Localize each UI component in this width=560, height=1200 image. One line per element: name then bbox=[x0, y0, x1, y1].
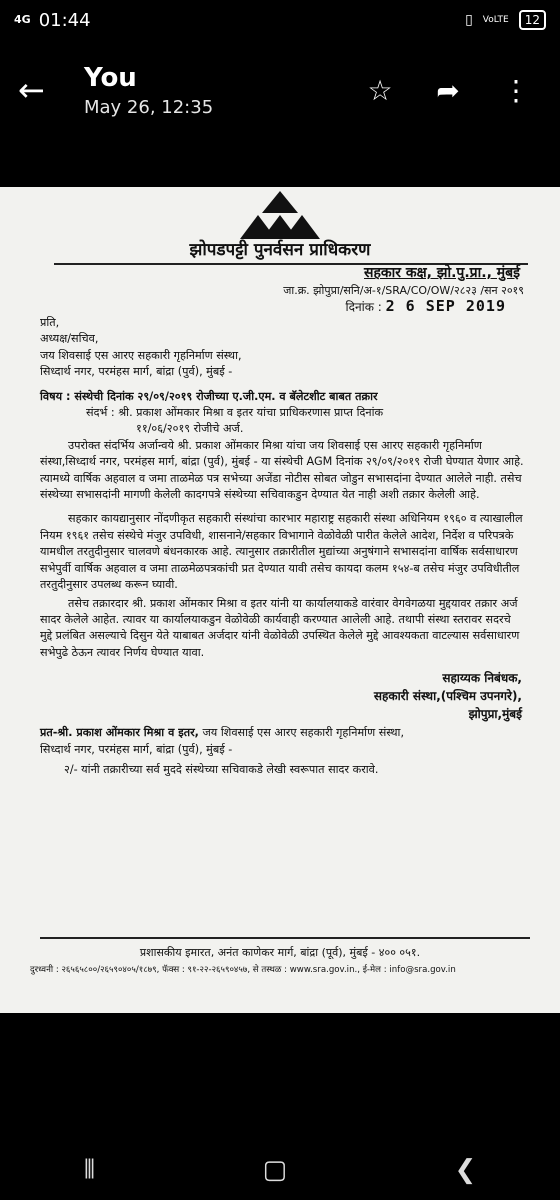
paragraph: उपरोक्त संदर्भिय अर्जान्वये श्री. प्रकाश ओंमकार मिश्रा यांचा जय शिवसाई एस आरए सहकारी गृहनिर्माण संस्था,सिध्दार्थ नगर, परमंहस मार्ग, बांद्रा (पुर्व), मुंबई - या संस्थेची AGM दिनांक २९/०९/२०१९ रोजी घेण्यात येणार आहे. त्यामध्ये वार्षिक अहवाल व जमा ताळमेळ पत्र सभेच्या अजेंडा नोटीस सोबत जोडुन सभासदांना देण्यात आलेले नाही. तसेच संस्थेच्या सभासदांनी मागणी केलेली कादगपत्रे संस्थेच्या सचिवाकडुन देण्यात येत नाही अशी तक्रार केलेली आहे. bbox=[40, 438, 524, 502]
date-label: दिनांक : bbox=[345, 300, 382, 314]
addressee-line: सिध्दार्थ नगर, परमंहस मार्ग, बांद्रा (पुर्व), मुंबई - bbox=[40, 365, 233, 379]
department-name: सहकार कक्ष, झो.पु.प्रा., मुंबई bbox=[364, 265, 520, 281]
addressee-line: जय शिवसाई एस आरए सहकारी गृहनिर्माण संस्था, bbox=[40, 348, 242, 362]
signature-block bbox=[40, 669, 522, 723]
clock: 01:44 bbox=[38, 9, 91, 31]
signatory-location: झोपुप्रा,मुंबई bbox=[468, 707, 522, 722]
sender-name: You bbox=[84, 62, 137, 93]
copy-to-instruction: २/- यांनी तक्रारीच्या सर्व मुददे संस्थेच्या सचिवाकडे लेखी स्वरूपात सादर करावे. bbox=[64, 762, 379, 776]
battery-icon: 12 bbox=[519, 10, 546, 30]
recent-apps-icon[interactable]: ⦀ bbox=[83, 1154, 96, 1185]
back-arrow-icon[interactable]: ← bbox=[18, 71, 45, 109]
volte-indicator: VoLTE bbox=[482, 15, 509, 25]
footer-address: प्रशासकीय इमारत, अनंत काणेकर मार्ग, बांद्रा (पूर्व), मुंबई - ४०० ०५१. bbox=[139, 946, 421, 959]
copy-to-head: प्रत-श्री. प्रकाश ओंमकार मिश्रा व इतर, bbox=[40, 726, 199, 740]
paragraph: तसेच तक्रारदार श्री. प्रकाश ओंमकार मिश्रा व इतर यांनी या कार्यालयाकडे वारंवार वेगवेगळया मुद्दयावर तक्रार अर्ज सादर केलेले आहेत. त्यावर या कार्यालयाकडुन वेळोवेळी कार्यवाही करण्यात आलेली आहे. तथापी संस्था स्तरावर सदरचे मुद्दे प्रलंबित असल्याचे दिसुन येते याबाबत अर्जदार यांनी वेळोवेळी उपस्थित केलेले मुद्दे आवश्यकता वाटल्यास सर्वसाधारण सभेपुढे ठेऊन त्यावर निर्णय घेण्यात यावा. bbox=[40, 596, 520, 659]
share-icon[interactable]: ➦ bbox=[436, 73, 460, 107]
sra-logo bbox=[238, 191, 322, 241]
copy-to bbox=[40, 725, 526, 741]
letter-date bbox=[345, 297, 506, 315]
letter-subject: विषय : संस्थेची दिनांक २९/०९/२०१९ रोजीच्या ए.जी.एम. व बॅलेटशीट बाबत तक्रार bbox=[40, 389, 378, 403]
letter-reference: ११/०६/२०१९ रोजीचे अर्ज. bbox=[136, 422, 244, 436]
footer-divider bbox=[40, 937, 530, 939]
vibrate-icon: ▯ bbox=[465, 12, 473, 28]
document-image[interactable] bbox=[0, 187, 560, 1013]
status-bar bbox=[0, 0, 560, 40]
signatory-title: सहाय्यक निबंधक, bbox=[442, 671, 522, 686]
reference-number: जा.क्र. झोपुप्रा/सनि/अ-१/SRA/CO/OW/२८२३ /सन २०१९ bbox=[283, 284, 524, 297]
back-icon[interactable]: ❮ bbox=[454, 1155, 477, 1185]
message-date: May 26, 12:35 bbox=[84, 96, 214, 118]
more-options-icon[interactable]: ⋮ bbox=[502, 73, 530, 107]
organization-name: झोपडपट्टी पुनर्वसन प्राधिकरण bbox=[189, 240, 371, 260]
signatory-office: सहकारी संस्था,(पश्चिम उपनगरे), bbox=[373, 689, 522, 704]
navigation-bar bbox=[0, 1140, 560, 1200]
letter-reference: संदर्भ : श्री. प्रकाश ओंमकार मिश्रा व इतर यांचा प्राधिकरणास प्राप्त दिनांक bbox=[86, 406, 384, 420]
network-indicator: 4G bbox=[14, 13, 31, 26]
home-icon[interactable]: ▢ bbox=[262, 1155, 288, 1185]
salutation: प्रति, bbox=[40, 316, 60, 329]
star-icon[interactable]: ☆ bbox=[367, 73, 393, 107]
letter-body bbox=[40, 315, 526, 778]
date-stamp: 2 6 SEP 2019 bbox=[385, 297, 506, 315]
addressee-line: अध्यक्ष/सचिव, bbox=[40, 332, 99, 346]
copy-to-address: सिध्दार्थ नगर, परमंहस मार्ग, बांद्रा (पुर्व), मुंबई - bbox=[40, 742, 233, 756]
footer-contact: दुरध्वनी : २६५६५८००/२६५९०४०५/१८७९, फॅक्स : ९१-२२-२६५९०४५७, से तस्थळ : www.sra.gov.in., ई-मेल : info@sra.gov.in bbox=[30, 965, 456, 975]
copy-to-rest: जय शिवसाई एस आरए सहकारी गृहनिर्माण संस्था, bbox=[202, 726, 405, 740]
paragraph: सहकार कायद्यानुसार नोंदणीकृत सहकारी संस्थांचा कारभार महाराष्ट्र सहकारी संस्था अधिनियम १९६० व त्याखालील नियम १९६१ तसेच संस्थेचे मंजुर उपविधी, शासनाने/सहकार विभागाने वेळोवेळी पारीत केलेले आदेश, निर्देश व परिपत्रके यामधील तरतुदीनुसार चालवणे बंधनकारक आहे. त्यानुसार तक्रारीतील मुद्यांच्या अनुषंगाने सभासदांना वार्षिक सर्वसाधारण सभेपुर्वी वार्षिक अहवाल व जमा ताळमेळपत्रकांची प्रत देण्यात यावी तसेच कायदा कलम १५४-ब तसेच मंजुर उपविधीतील तरतुदीनुसार उपलब्ध करून घ्यावी. bbox=[40, 512, 523, 592]
app-bar bbox=[0, 40, 560, 140]
